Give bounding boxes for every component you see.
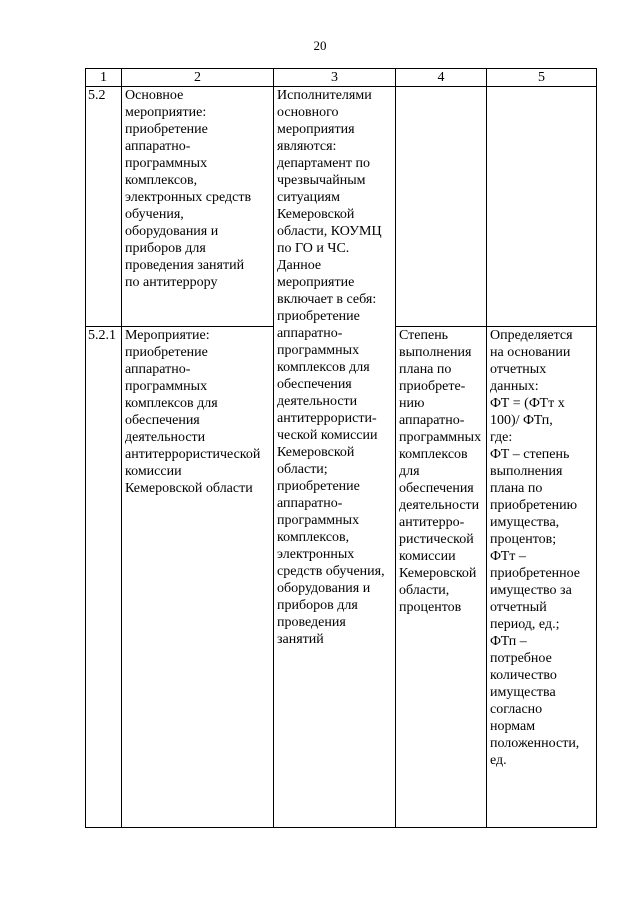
header-col-2: 2 xyxy=(122,69,274,87)
table-row xyxy=(86,87,597,327)
measure-description: Исполнителями основного мероприятия являются: департамент по чрезвычайным ситуациям Кемеровской области, КОУМЦ по ГО и ЧС. Данное мероприятие включает в себя: приобретение аппаратно- программных комплексов для обеспечения деятельности антитеррористи- ческой комиссии Кемеровской области; приобретение аппаратно- программных комплексов, электронных средств обучения, оборудования и приборов для проведения занятий xyxy=(274,87,396,828)
calculation-method: Определяется на основании отчетных данных: ФТ = (ФТт х 100)/ ФТп, где: ФТ – степень выполнения плана по приобретению имущества, процентов; ФТт – приобретенное имущество за отчетный период, ед.; ФТп – потребное количество имущества согласно нормам положенности, ед. xyxy=(487,327,597,828)
header-col-1: 1 xyxy=(86,69,122,87)
indicator-name: Степень выполнения плана по приобрете- нию аппаратно- программных комплексов для обеспечения деятельности антитерро- ристической комиссии Кемеровской области, процентов xyxy=(396,327,487,828)
header-col-5: 5 xyxy=(487,69,597,87)
measures-table xyxy=(85,68,597,828)
calculation-method xyxy=(487,87,597,327)
measure-name: Мероприятие: приобретение аппаратно- программных комплексов для обеспечения деятельности антитеррористической комиссии Кемеровской области xyxy=(122,327,274,828)
table-header xyxy=(86,69,597,87)
row-number: 5.2.1 xyxy=(86,327,122,828)
header-col-3: 3 xyxy=(274,69,396,87)
indicator-name xyxy=(396,87,487,327)
row-number: 5.2 xyxy=(86,87,122,327)
measure-name: Основное мероприятие: приобретение аппаратно- программных комплексов, электронных средств обучения, оборудования и приборов для проведения занятий по антитеррору xyxy=(122,87,274,327)
header-col-4: 4 xyxy=(396,69,487,87)
page-number: 20 xyxy=(313,38,327,53)
